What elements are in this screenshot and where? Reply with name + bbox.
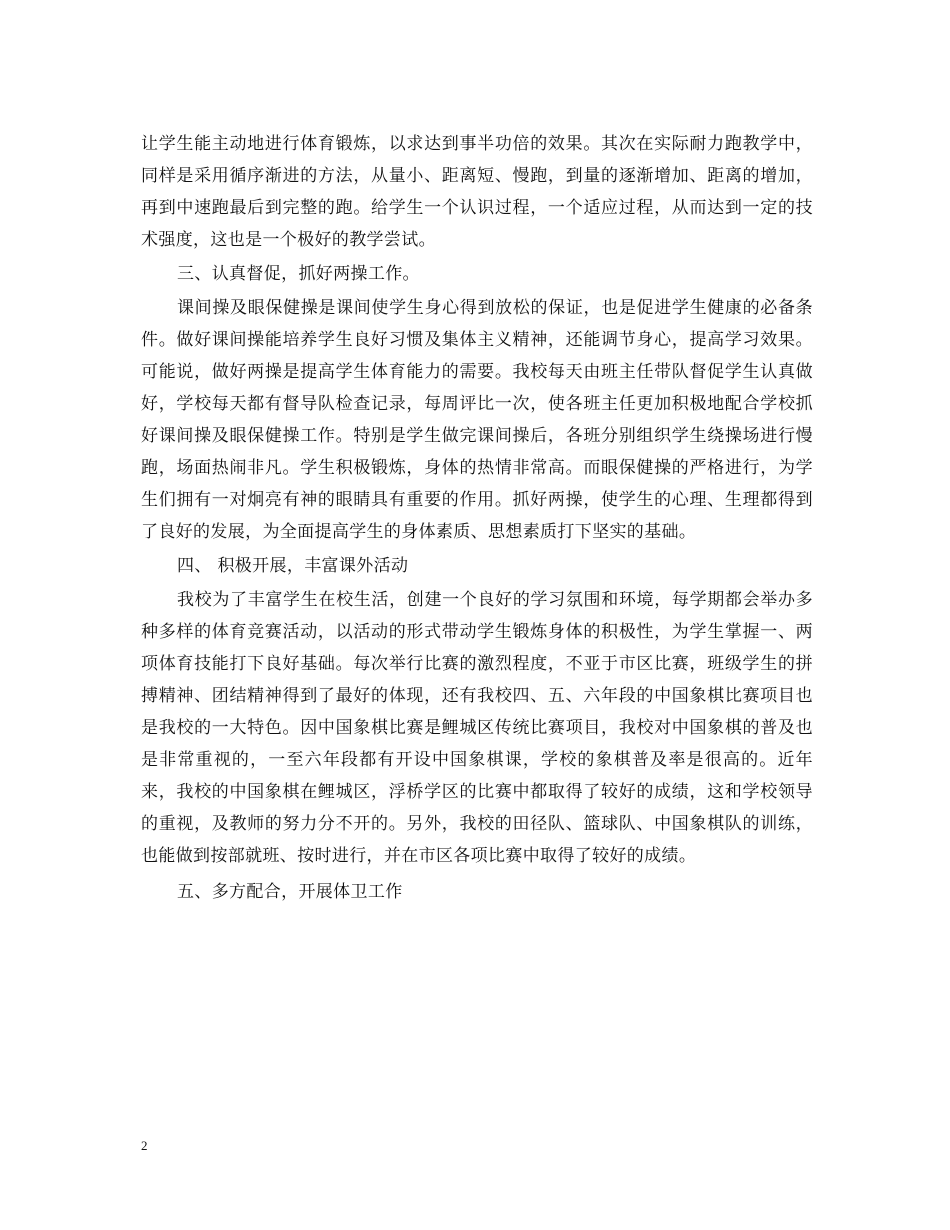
document-body	[141, 128, 813, 908]
section-heading-4: 四、 积极开展，丰富课外活动	[177, 556, 409, 576]
section-heading-5: 五、多方配合，开展体卫工作	[177, 882, 403, 902]
section-heading-3: 三、认真督促，抓好两操工作。	[177, 264, 420, 284]
body-paragraph-3: 我校为了丰富学生在校生活，创建一个良好的学习氛围和环境，每学期都会举办多种多样的体育竞赛活动，以活动的形式带动学生锻炼身体的积极性，为学生掌握一、两项体育技能打下良好基础。每次举行比赛的激烈程度，不亚于市区比赛，班级学生的拼搏精神、团结精神得到了最好的体现，还有我校四、五、六年段的中国象棋比赛项目也是我校的一大特色。因中国象棋比赛是鲤城区传统比赛项目，我校对中国象棋的普及也是非常重视的，一至六年段都有开设中国象棋课，学校的象棋普及率是很高的。近年来，我校的中国象棋在鲤城区，浮桥学区的比赛中都取得了较好的成绩，这和学校领导的重视，及教师的努力分不开的。另外，我校的田径队、篮球队、中国象棋队的训练，也能做到按部就班、按时进行，并在市区各项比赛中取得了较好的成绩。	[141, 590, 813, 866]
body-paragraph-2: 课间操及眼保健操是课间使学生身心得到放松的保证，也是促进学生健康的必备条件。做好课间操能培养学生良好习惯及集体主义精神，还能调节身心，提高学习效果。可能说，做好两操是提高学生体育能力的需要。我校每天由班主任带队督促学生认真做好，学校每天都有督导队检查记录，每周评比一次，使各班主任更加积极地配合学校抓好课间操及眼保健操工作。特别是学生做完课间操后，各班分别组织学生绕操场进行慢跑，场面热闹非凡。学生积极锻炼，身体的热情非常高。而眼保健操的严格进行，为学生们拥有一对炯亮有神的眼睛具有重要的作用。抓好两操，使学生的心理、生理都得到了良好的发展，为全面提高学生的身体素质、思想素质打下坚实的基础。	[141, 298, 813, 542]
page-number: 2	[141, 1138, 148, 1153]
body-paragraph-1: 让学生能主动地进行体育锻炼，以求达到事半功倍的效果。其次在实际耐力跑教学中，同样是采用循序渐进的方法，从量小、距离短、慢跑，到量的逐渐增加、距离的增加，再到中速跑最后到完整的跑。给学生一个认识过程，一个适应过程，从而达到一定的技术强度，这也是一个极好的教学尝试。	[141, 134, 813, 250]
